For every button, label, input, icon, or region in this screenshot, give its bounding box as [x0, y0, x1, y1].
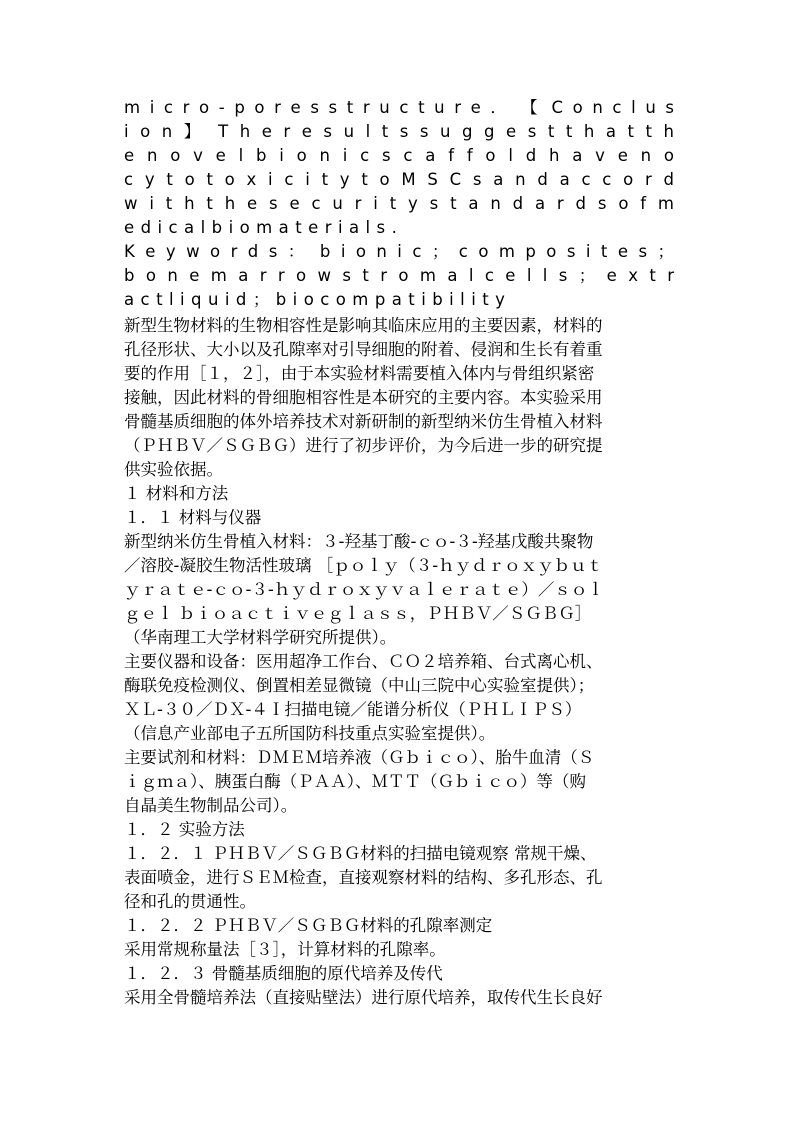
text-line-1: m i c r o - p o r e s s t r u c t u r e ． 【 C o n c l u s [124, 98, 674, 117]
method-2-heading: １．２．２ ＰＨＢＶ／ＳＧＢＧ材料的孔隙率测定 [124, 916, 493, 935]
section-heading-1-1: １．１ 材料与仪器 [124, 508, 262, 527]
text-line-4: c y t o t o x i c i t y t o M S C s a n d a c c o r d [124, 170, 674, 189]
keywords-line-3: a c t l i q u i d ； b i o c o m p a t i b i l i t y [124, 290, 506, 309]
text-line-2: i o n 】 T h e r e s u l t s s u g g e s t t h a t t h [124, 122, 674, 141]
section-heading-1: １ 材料和方法 [124, 484, 229, 503]
text-line-6: e d i c a l b i o m a t e r i a l s . [124, 218, 398, 237]
intro-line-1: 新型生物材料的生物相容性是影响其临床应用的主要因素，材料的 [124, 316, 603, 335]
materials-line-4: ｇｅｌ ｂｉｏａｃｔｉｖｅｇｌａｓｓ，ＰＨＢＶ／ＳＧＢＧ］ [124, 604, 592, 623]
intro-line-4: 接触，因此材料的骨细胞相容性是本研究的主要内容。本实验采用 [124, 388, 603, 407]
materials-line-2: ／溶胶-凝胶生物活性玻璃 ［ｐｏｌｙ（３-ｈｙｄｒｏｘｙｂｕｔ [124, 556, 604, 575]
intro-line-2: 孔径形状、大小以及孔隙率对引导细胞的附着、侵润和生长有着重 [124, 340, 603, 359]
method-2-line-1: 采用常规称量法［３］，计算材料的孔隙率。 [124, 940, 446, 959]
equipment-line-1: 主要仪器和设备：医用超净工作台、ＣＯ２培养箱、台式离心机、 [124, 652, 603, 671]
method-3-heading: １．２．３ 骨髓基质细胞的原代培养及传代 [124, 964, 443, 983]
intro-line-6: （ＰＨＢＶ／ＳＧＢＧ）进行了初步评价，为今后进一步的研究提 [124, 436, 603, 455]
materials-line-1: 新型纳米仿生骨植入材料：３-羟基丁酸-ｃｏ-３-羟基戊酸共聚物 [124, 532, 594, 551]
intro-line-5: 骨髓基质细胞的体外培养技术对新研制的新型纳米仿生骨植入材料 [124, 412, 603, 431]
method-1-line-2: 表面喷金，进行ＳＥＭ检查，直接观察材料的结构、多孔形态、孔 [124, 868, 603, 887]
method-3-line-1: 采用全骨髓培养法（直接贴壁法）进行原代培养，取传代生长良好 [124, 988, 603, 1007]
equipment-line-3: ＸＬ-３０／ＤＸ-４Ｉ扫描电镜／能谱分析仪（ＰＨＬＩＰＳ） [124, 700, 582, 719]
intro-line-3: 要的作用［１，２］，由于本实验材料需要植入体内与骨组织紧密 [124, 364, 595, 383]
reagents-line-1: 主要试剂和材料：ＤＭＥＭ培养液（Ｇｂｉｃｏ）、胎牛血清（Ｓ [124, 748, 595, 767]
equipment-line-2: 酶联免疫检测仪、倒置相差显微镜（中山三院中心实验室提供）； [124, 676, 595, 695]
method-1-line-3: 径和孔的贯通性。 [124, 892, 256, 911]
materials-line-5: （华南理工大学材料学研究所提供）。 [124, 628, 397, 647]
equipment-line-4: （信息产业部电子五所国防科技重点实验室提供）。 [124, 724, 496, 743]
text-line-5: w i t h t h e s e c u r i t y s t a n d a r d s o f m [124, 194, 674, 213]
intro-line-7: 供实验依据。 [124, 460, 223, 479]
reagents-line-2: ｉｇｍａ）、胰蛋白酶（ＰＡＡ）、ＭＴＴ（Ｇｂｉｃｏ）等（购 [124, 772, 586, 791]
text-line-3: e n o v e l b i o n i c s c a f f o l d h a v e n o [124, 146, 674, 165]
reagents-line-3: 自晶美生物制品公司）。 [124, 796, 298, 815]
keywords-line-1: K e y w o r d s ： b i o n i c ； c o m p o s i t e s ； [124, 242, 674, 261]
method-1-line-1: １．２．１ ＰＨＢＶ／ＳＧＢＧ材料的扫描电镜观察 常规干燥、 [124, 844, 597, 863]
section-heading-1-2: １．２ 实验方法 [124, 820, 245, 839]
materials-line-3: ｙｒａｔｅ-ｃｏ-３-ｈｙｄｒｏｘｙｖａｌｅｒａｔｅ）／ｓｏｌ [124, 580, 604, 599]
keywords-line-2: b o n e m a r r o w s t r o m a l c e l l s ； e x t r [124, 266, 674, 285]
